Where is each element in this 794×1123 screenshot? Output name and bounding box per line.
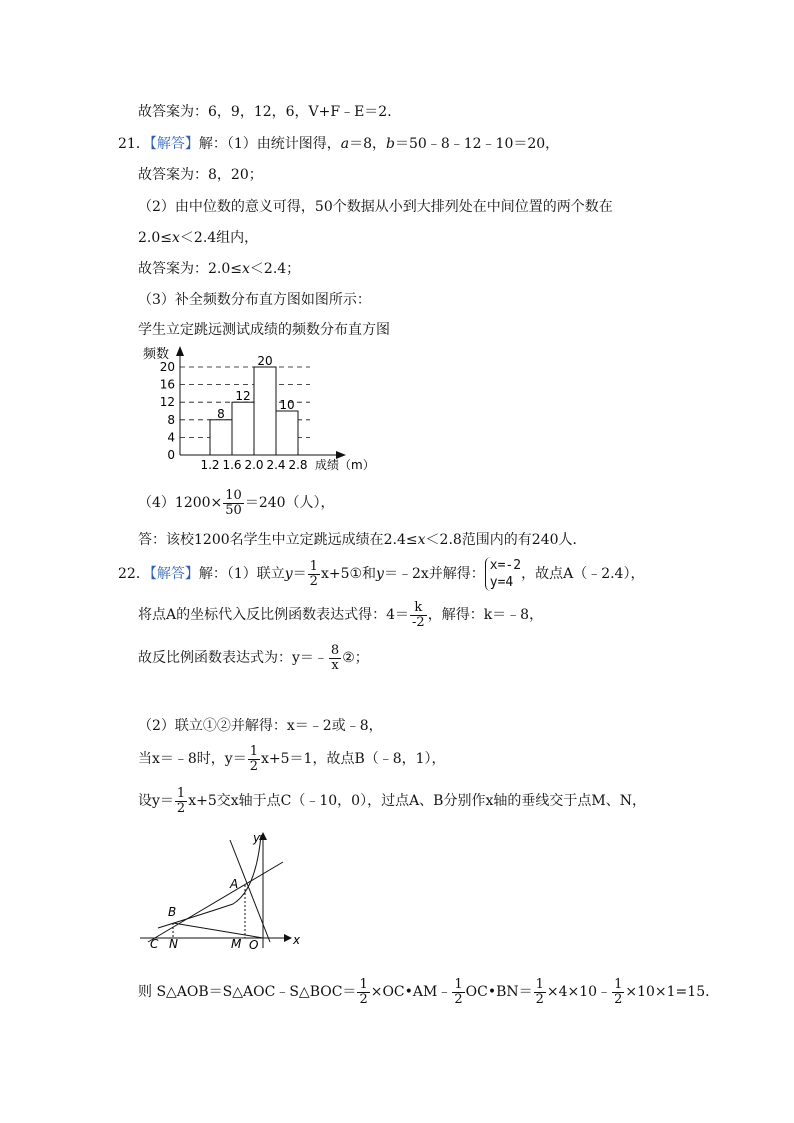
q22-p1-sub-b: ，解得：k＝﹣8， [427, 607, 544, 623]
y-tick-label: 12 [159, 395, 175, 410]
fraction-one-half [175, 787, 187, 816]
frac-num: 1 [614, 976, 623, 992]
q22-eq-rest1: x+5①和 [320, 566, 377, 582]
fraction-10-50 [223, 489, 244, 518]
x-tick-label: 2.4 [266, 458, 286, 472]
label-c: C [150, 937, 159, 951]
label-x: x [293, 933, 301, 947]
q20-answer: 故答案为：6，9，12，6，V+F﹣E＝2． [138, 104, 402, 120]
question-number: 21． [118, 136, 150, 152]
x-tick-labels [200, 458, 307, 472]
frac-den: 2 [359, 991, 368, 1007]
q22-p2-c [138, 785, 646, 817]
fraction-one-half [308, 560, 320, 589]
var-x: x [172, 230, 180, 246]
frac-num: 1 [359, 976, 368, 992]
q22-point-a: ，故点A（﹣2.4）， [521, 566, 645, 582]
question-number: 22． [118, 566, 150, 582]
fraction-one-half [248, 745, 260, 774]
q22-p1-sub-a: 将点A的坐标代入反比例函数表达式得：4＝ [138, 607, 410, 623]
q22-p1-expr-a: 故反比例函数表达式为：y＝﹣ [138, 650, 328, 666]
q21-p2-answer [138, 259, 300, 279]
q21-final-a: 答：该校1200名学生中立定跳远成绩在2.4≤ [138, 532, 418, 548]
histogram-chart [140, 340, 400, 470]
frac-num: 1 [535, 976, 544, 992]
var-x: x [242, 261, 250, 277]
solution-bracket: 【解答】 [149, 136, 199, 152]
q21-p2-cont-b: ＜2.4组内， [179, 230, 259, 246]
var-y: y [284, 566, 293, 582]
equals: ＝ [292, 566, 307, 582]
x-axis-label: 成绩（m） [315, 458, 375, 472]
histogram-bar [276, 411, 298, 455]
bar-value-label: 12 [235, 389, 251, 404]
q21-p4 [138, 488, 335, 518]
jie-label: 解： [198, 136, 227, 152]
q21-p2-answer-b: ＜2.4； [249, 261, 301, 277]
bar-value-label: 20 [257, 354, 273, 368]
area-d: ×4×10﹣ [546, 984, 612, 1000]
q21-p1-mid1: ＝8， [349, 136, 387, 152]
fraction-one-half [452, 978, 464, 1007]
x-tick-label: 1.2 [200, 458, 220, 472]
area-c: OC•BN＝ [465, 984, 533, 1000]
frac-num: 1 [309, 558, 318, 574]
q22-p2-c-pre: 设y＝ [138, 793, 174, 809]
fraction-one-half [612, 978, 624, 1007]
coordinate-graph [138, 830, 318, 950]
y-tick-label: 16 [159, 377, 175, 392]
label-m: M [231, 937, 242, 951]
histogram-bar [254, 367, 276, 455]
histogram-bar [210, 420, 232, 455]
label-b: B [168, 905, 177, 919]
var-a: a [340, 136, 350, 152]
q22-p1-sub [138, 600, 543, 630]
x-tick-label: 2.0 [244, 458, 264, 472]
q21-p1-mid2: ＝50﹣8﹣12﹣10＝20， [395, 136, 560, 152]
q21-p4-prefix: （4）1200× [138, 495, 223, 511]
var-b: b [386, 136, 395, 152]
q21-p2-cont [138, 228, 258, 248]
fraction-one-half [534, 978, 546, 1007]
q22-p2-c-post: x+5交x轴于点C（﹣10，0），过点A、B分别作x轴的垂线交于点M、N， [188, 793, 646, 809]
system-line-x: x=-2 [489, 558, 522, 573]
q22-p1-prefix: （1）联立 [226, 566, 285, 582]
y-axis-label: 频数 [143, 347, 170, 362]
x-axis-arrow [284, 934, 292, 942]
var-y: y [376, 566, 384, 582]
frac-den: 2 [454, 991, 463, 1007]
x-tick-label: 1.6 [222, 458, 242, 472]
q22-p1-expr-b: ②； [342, 650, 369, 666]
q21-final-b: ＜2.8范围内的有240人． [425, 532, 587, 548]
label-y: y [253, 831, 261, 845]
x-tick-label: 2.8 [288, 458, 308, 472]
q22-p1-expr [138, 643, 369, 673]
y-tick-label: 20 [159, 360, 175, 374]
frac-num: k [410, 601, 427, 616]
segment-ob [173, 923, 263, 938]
equation-system [485, 557, 521, 591]
q21-p1-answer: 故答案为：8，20； [138, 167, 263, 183]
q21-p3-text: （3）补全频数分布直方图如图所示： [138, 292, 371, 308]
y-tick-label: 8 [167, 412, 175, 427]
label-n: N [169, 937, 178, 951]
q21-p1-prefix: （1）由统计图得， [226, 136, 341, 152]
q22-p2-a: （2）联立①②并解得：x＝﹣2或﹣8， [138, 718, 383, 734]
y-tick-labels [160, 360, 175, 462]
frac-den: 2 [249, 758, 258, 774]
solution-bracket: 【解答】 [149, 566, 199, 582]
chart-title: 学生立定跳远测试成绩的频数分布直方图 [138, 322, 390, 338]
y-axis-arrow [176, 346, 184, 356]
y-tick-label: 4 [167, 430, 175, 445]
system-line-y: y=4 [489, 575, 514, 590]
area-b: ×OC•AM﹣ [370, 984, 452, 1000]
fraction-one-half [357, 978, 369, 1007]
frac-num: 1 [176, 785, 186, 801]
fraction-8-over-x [329, 644, 341, 673]
q21-p2-text: （2）由中位数的意义可得，50个数据从小到大排列处在中间位置的两个数在 [138, 199, 613, 215]
frac-den: x [331, 657, 339, 673]
frac-den: 2 [176, 800, 186, 816]
bar-value-label: 10 [279, 398, 295, 412]
y-tick-label: 0 [167, 448, 175, 462]
frac-num: 10 [225, 487, 242, 503]
line-neg-2x [230, 840, 270, 942]
var-x: x [417, 532, 426, 548]
frac-den: -2 [412, 614, 425, 630]
q22-area [138, 975, 719, 1009]
q21-final [138, 530, 587, 550]
jie-label: 解： [198, 566, 227, 582]
q22-header [118, 557, 644, 591]
q22-p2-b-pre: 当x＝﹣8时，y＝ [138, 751, 247, 767]
frac-num: 1 [249, 743, 258, 759]
histogram-bar [232, 402, 254, 455]
frac-den: 2 [614, 991, 623, 1007]
q21-p2-cont-a: 2.0≤ [138, 230, 172, 246]
frac-num: 8 [330, 642, 340, 658]
label-o: O [249, 938, 259, 952]
area-e: ×10×1=15． [625, 984, 720, 1000]
area-a: 则 S△AOB＝S△AOC﹣S△BOC＝ [138, 984, 357, 1000]
q21-header [118, 134, 559, 154]
q22-eq-rest2: ＝﹣2x并解得： [383, 566, 485, 582]
q21-p4-suffix: ＝240（人）， [244, 495, 335, 511]
q22-p2-b [138, 743, 446, 775]
frac-num: 1 [454, 976, 463, 992]
frac-den: 50 [225, 502, 242, 518]
q22-p2-b-post: x+5＝1，故点B（﹣8，1）， [261, 751, 446, 767]
label-a: A [230, 877, 239, 891]
fraction-k-over-neg2 [410, 601, 427, 630]
bar-value-label: 8 [217, 406, 225, 421]
frac-den: 2 [535, 991, 544, 1007]
frac-den: 2 [309, 573, 318, 589]
q21-p2-answer-a: 故答案为：2.0≤ [138, 261, 242, 277]
